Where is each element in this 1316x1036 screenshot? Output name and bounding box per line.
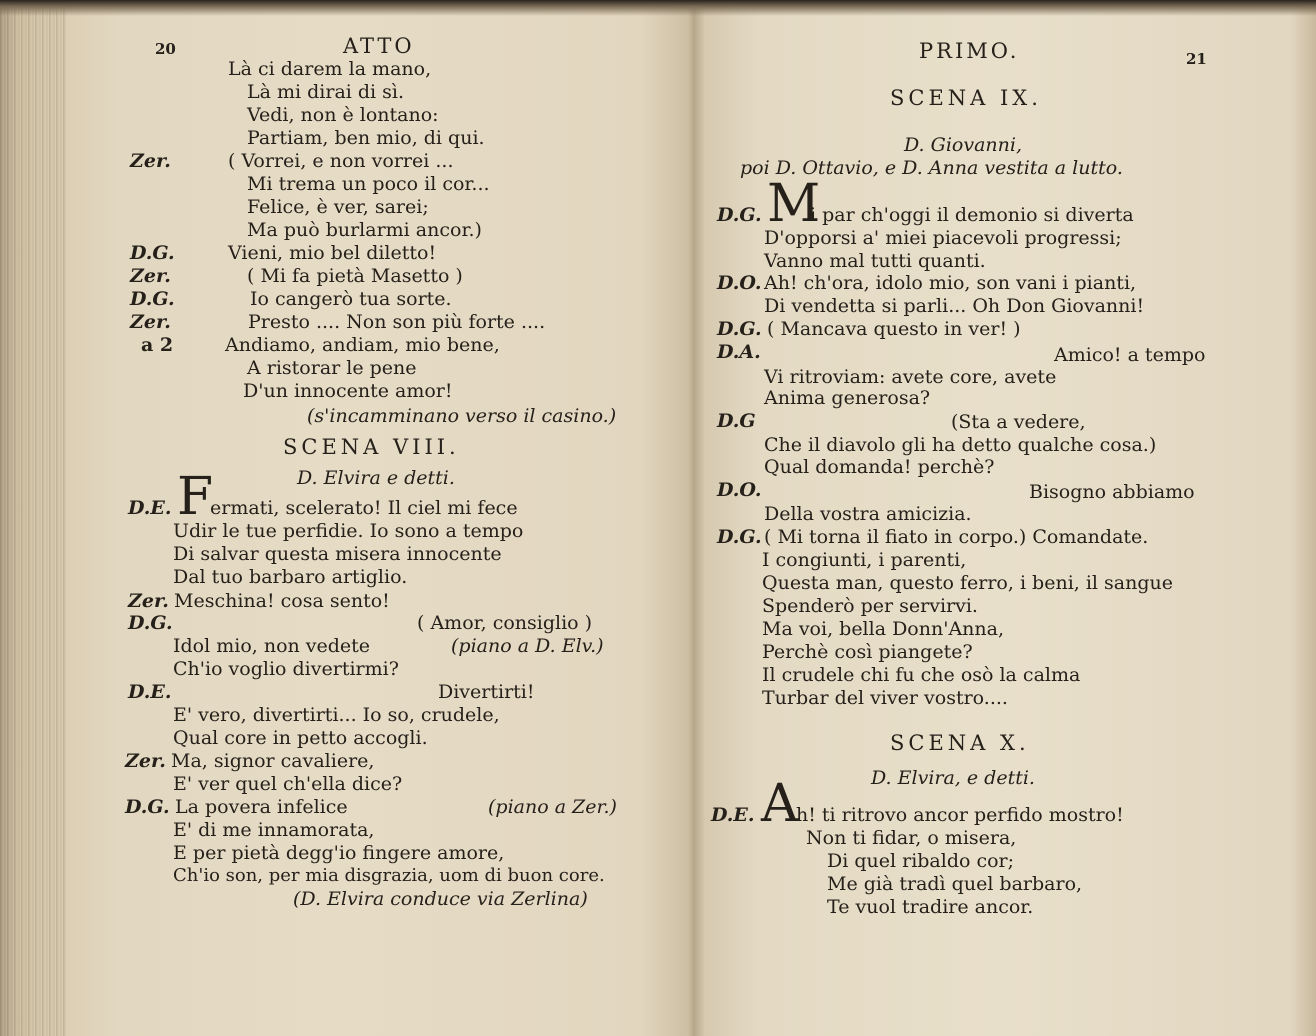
stage-direction: (s'incamminano verso il casino.) [307,405,617,427]
page-edges [0,0,66,1036]
drop-cap: A [761,774,799,834]
verse-line: Amico! a tempo [1054,344,1206,366]
verse-line: Dal tuo barbaro artiglio. [173,566,408,588]
verse-line: I congiunti, i parenti, [762,549,967,571]
verse-line: Spenderò per servirvi. [762,595,978,617]
verse-line: E per pietà degg'io fingere amore, [173,842,505,864]
scene-persons: D. Giovanni, [904,134,1022,156]
verse-line: Che il diavolo gli ha detto qualche cosa.) [764,434,1157,456]
verse-line: Felice, è ver, sarei; [247,196,429,218]
verse-line: Il crudele chi fu che osò la calma [762,664,1081,686]
verse-line: Bisogno abbiamo [1029,481,1195,503]
verse-line: Divertirti! [438,681,535,703]
verse-line: Ma può burlarmi ancor.) [247,219,482,241]
verse-line: Udir le tue perfidie. Io sono a tempo [173,520,524,542]
verse-line: Anima generosa? [764,387,931,409]
verse-line: Io cangerò tua sorte. [250,288,452,310]
speaker-label: a 2 [141,334,174,356]
verse-line: Presto .... Non son più forte .... [248,311,546,333]
verse-line: Turbar del viver vostro.... [762,687,1008,709]
verse-line: ermati, scelerato! Il ciel mi fece [210,497,518,519]
verse-line: Ma voi, bella Donn'Anna, [762,618,1005,640]
speaker-label: D.E. [128,497,172,519]
verse-line: E' vero, divertirti... Io so, crudele, [173,704,500,726]
verse-line: Me già tradì quel barbaro, [827,873,1083,895]
stage-direction: (D. Elvira conduce via Zerlina) [293,888,588,910]
verse-line: Vanno mal tutti quanti. [764,250,986,272]
speaker-label: D.O. [717,479,762,501]
speaker-label: D.A. [717,341,761,363]
speaker-label: Zer. [130,265,171,287]
verse-line: Ch'io voglio divertirmi? [173,658,399,680]
scene-persons: poi D. Ottavio, e D. Anna vestita a lutto. [740,157,1123,179]
verse-line: ( Mi torna il fiato in corpo.) Comandate. [764,526,1149,548]
verse-line: D'opporsi a' miei piacevoli progressi; [764,227,1122,249]
verse-line: Qual core in petto accogli. [173,727,428,749]
verse-line: (Sta a vedere, [951,411,1086,433]
verse-line: Vieni, mio bel diletto! [228,242,437,264]
drop-cap: M [767,174,821,234]
verse-line: Ah! ch'ora, idolo mio, son vani i pianti, [764,272,1137,294]
verse-line: i par ch'oggi il demonio si diverta [810,204,1134,226]
verse-line: Perchè così piangete? [762,641,973,663]
verse-line: E' ver quel ch'ella dice? [173,773,403,795]
verse-line: Te vuol tradire ancor. [827,896,1034,918]
running-head: PRIMO. [919,39,1020,63]
verse-line: Vedi, non è lontano: [247,104,439,126]
verse-line: h! ti ritrovo ancor perfido mostro! [796,804,1124,826]
speaker-label: D.G. [717,204,762,226]
verse-line: ( Mancava questo in ver! ) [767,318,1021,340]
page-number: 20 [155,40,176,58]
right-page [700,0,1316,1036]
verse-line: Questa man, questo ferro, i beni, il sangue [762,572,1174,594]
speaker-label: Zer. [128,590,169,612]
verse-line: Qual domanda! perchè? [764,456,995,478]
speaker-label: D.G. [717,526,762,548]
verse-line: Della vostra amicizia. [764,503,972,525]
verse-line: ( Amor, consiglio ) [417,612,593,634]
verse-line: Ma, signor cavaliere, [171,750,375,772]
scene-persons: D. Elvira e detti. [297,467,455,489]
verse-line: Di vendetta si parli... Oh Don Giovanni! [764,295,1145,317]
speaker-label: D.G [717,410,756,432]
verse-line: Vi ritroviam: avete core, avete [764,366,1057,388]
speaker-label: D.E. [128,681,172,703]
speaker-label: Zer. [130,311,171,333]
running-head: ATTO [343,34,415,58]
verse-line: La povera infelice [175,796,348,818]
verse-line: E' di me innamorata, [173,819,375,841]
verse-line: Là mi dirai di sì. [247,81,405,103]
verse-line: Idol mio, non vedete [173,635,371,657]
verse-line: A ristorar le pene [247,357,417,379]
verse-line: Di salvar questa misera innocente [173,543,502,565]
verse-line: Partiam, ben mio, di qui. [247,127,485,149]
scene-title: SCENA X. [890,731,1030,755]
stage-direction: (piano a Zer.) [488,796,617,818]
speaker-label: D.G. [130,288,175,310]
scene-title: SCENA IX. [890,86,1042,110]
verse-line: Non ti fidar, o misera, [806,827,1017,849]
verse-line: Ch'io son, per mia disgrazia, uom di buon core. [173,865,605,886]
verse-line: Meschina! cosa sento! [174,590,390,612]
verse-line: D'un innocente amor! [243,380,453,402]
speaker-label: D.G. [717,318,762,340]
speaker-label: D.O. [717,272,762,294]
speaker-label: D.G. [128,612,173,634]
verse-line: Di quel ribaldo cor; [827,850,1015,872]
scene-title: SCENA VIII. [283,435,460,459]
scene-persons: D. Elvira, e detti. [871,767,1035,789]
drop-cap: F [177,467,214,527]
verse-line: Là ci darem la mano, [228,58,432,80]
page-number: 21 [1186,50,1207,68]
verse-line: Mi trema un poco il cor... [247,173,490,195]
verse-line: ( Mi fa pietà Masetto ) [247,265,463,287]
verse-line: ( Vorrei, e non vorrei ... [228,150,454,172]
stage-direction: (piano a D. Elv.) [451,635,604,657]
left-page [60,0,700,1036]
verse-line: Andiamo, andiam, mio bene, [225,334,500,356]
speaker-label: Zer. [125,750,166,772]
speaker-label: D.G. [125,796,170,818]
speaker-label: D.G. [130,242,175,264]
speaker-label: D.E. [711,804,755,826]
speaker-label: Zer. [130,150,171,172]
